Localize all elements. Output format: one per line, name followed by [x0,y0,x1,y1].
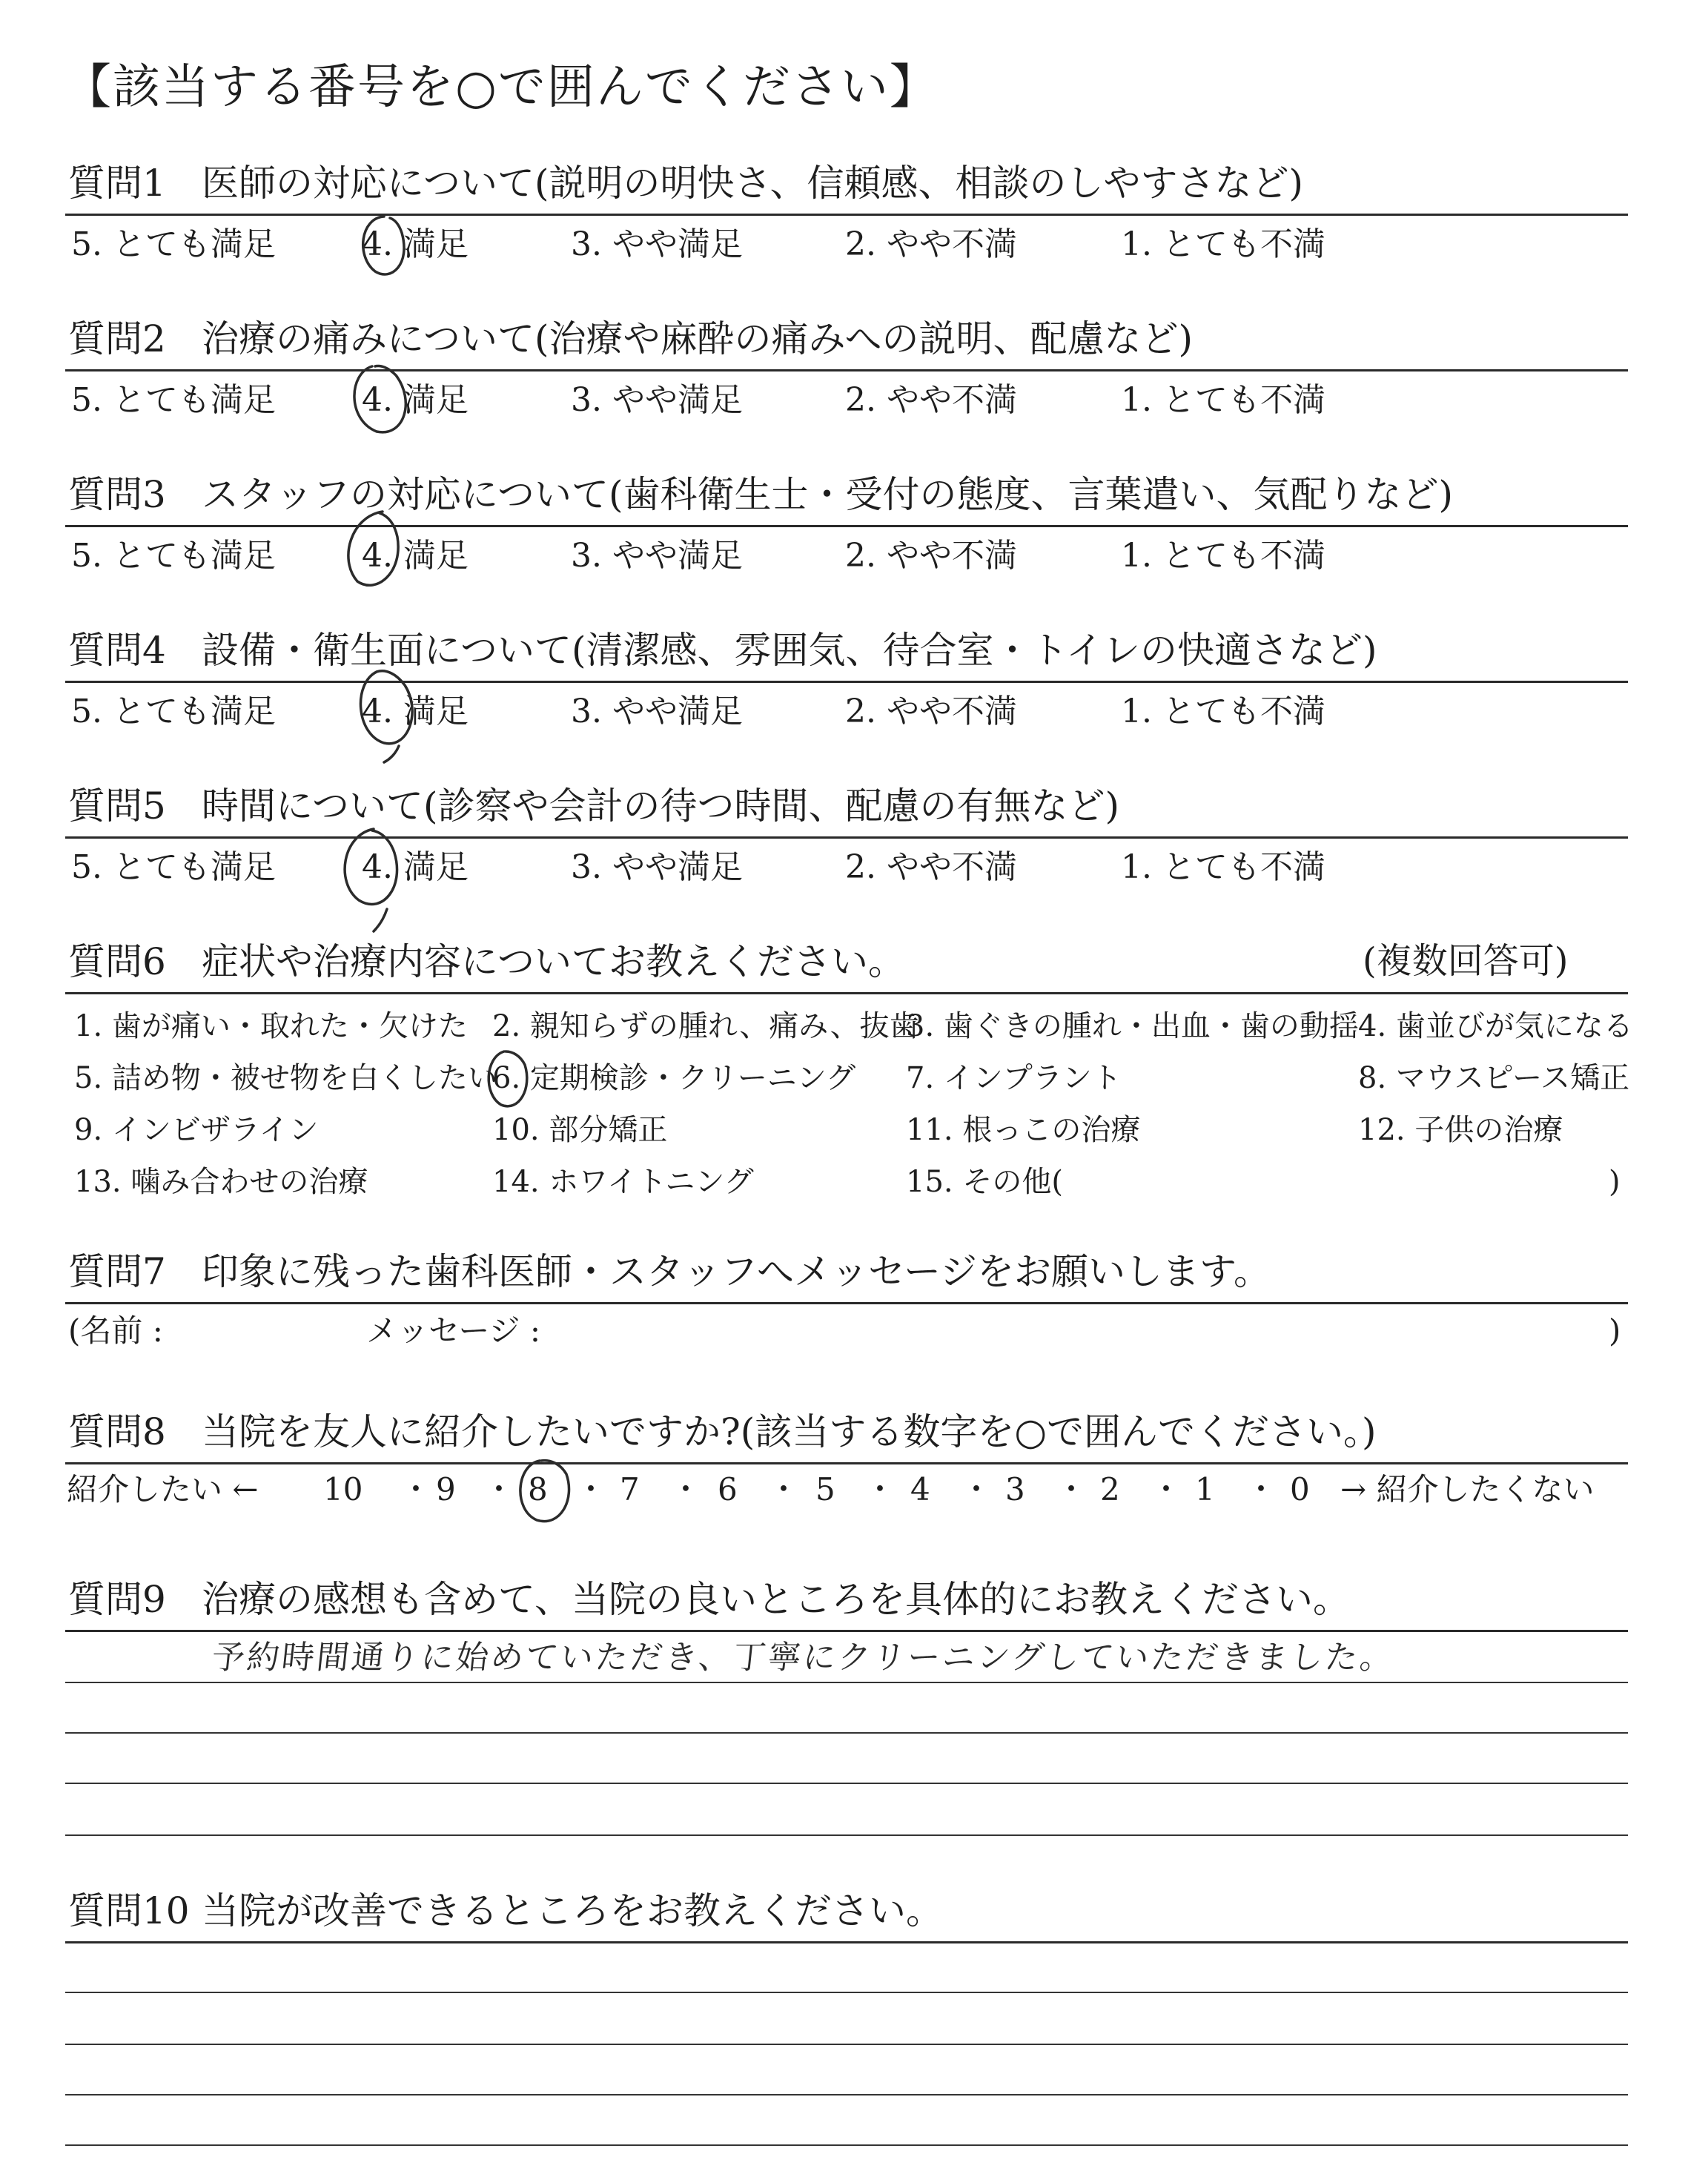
option-1[interactable]: 1. とても不満 [1121,537,1325,575]
handwritten-answer: 予約時間通りに始めていただき、丁寧にクリーニングしていただきました。 [210,1639,1397,1677]
treatment-option[interactable]: 1. 歯が痛い・取れた・欠けた [74,1009,468,1043]
treatment-option[interactable]: 8. マウスピース矯正 [1358,1061,1630,1095]
option-4[interactable]: 4. 満足 [362,225,469,263]
scale-value[interactable]: 5 [815,1471,835,1507]
question-6-heading [68,940,905,983]
message-close-paren: ) [1609,1312,1621,1349]
question-number: 質問6 [68,940,166,983]
question-text: 症状や治療内容についてお教えください。 [202,940,905,983]
question-10-heading [68,1889,943,1932]
question-text: 時間について(診察や会計の待つ時間、配慮の有無など) [202,785,1120,828]
message-label: メッセージ : [366,1312,540,1349]
answer-line [65,1992,1628,1993]
question-7-rule [65,1302,1628,1304]
answer-line [65,1783,1628,1784]
scale-value[interactable]: 8 [528,1471,548,1507]
scale-dot: ・ [400,1471,432,1507]
scale-value[interactable]: 1 [1195,1471,1215,1507]
question-number: 質問1 [68,162,166,205]
question-3-heading [68,473,1454,516]
treatment-option[interactable]: 5. 詰め物・被せ物を白くしたい [74,1061,497,1095]
answer-line [65,2094,1628,2095]
option-3[interactable]: 3. やや満足 [571,537,743,575]
question-1-rule [65,214,1628,216]
selection-circle [335,507,417,596]
question-2-heading [68,317,1194,360]
selection-circle [342,360,424,442]
question-9-rule [65,1630,1628,1632]
option-5[interactable]: 5. とても満足 [71,537,276,575]
scale-right-label: → 紹介したくない [1340,1471,1595,1507]
question-9-heading [68,1578,1350,1621]
scale-dot: ・ [1151,1471,1182,1507]
question-10-rule [65,1941,1628,1943]
treatment-option[interactable]: 6. 定期検診・クリーニング [492,1061,856,1095]
question-text: 設備・衛生面について(清潔感、雰囲気、待合室・トイレの快適さなど) [202,629,1377,672]
question-number: 質問9 [68,1578,166,1621]
question-text: 治療の痛みについて(治療や麻酔の痛みへの説明、配慮など) [202,317,1194,360]
scale-value[interactable]: 3 [1005,1471,1025,1507]
option-5[interactable]: 5. とても満足 [71,225,276,263]
multiple-answers-note: (複数回答可) [1363,940,1569,982]
option-5[interactable]: 5. とても満足 [71,381,276,419]
scale-left-label: 紹介したい ← [67,1471,259,1507]
option-1[interactable]: 1. とても不満 [1121,848,1325,886]
selection-circle [353,212,420,286]
question-4-rule [65,681,1628,683]
option-3[interactable]: 3. やや満足 [571,693,743,730]
selection-circle [479,1047,538,1114]
treatment-option[interactable]: 11. 根っこの治療 [906,1113,1141,1147]
option-2[interactable]: 2. やや不満 [845,225,1017,263]
answer-line [65,1732,1628,1734]
scale-dot: ・ [1245,1471,1277,1507]
scale-dot: ・ [483,1471,515,1507]
option-1[interactable]: 1. とても不満 [1121,225,1325,263]
question-text: 治療の感想も含めて、当院の良いところを具体的にお教えください。 [202,1578,1350,1621]
treatment-option[interactable]: 2. 親知らずの腫れ、痛み、抜歯 [492,1009,919,1043]
treatment-option-other[interactable]: 15. その他( [906,1165,1063,1199]
scale-dot: ・ [768,1471,800,1507]
scale-dot: ・ [670,1471,702,1507]
option-5[interactable]: 5. とても満足 [71,693,276,730]
scale-value[interactable]: 10 [323,1471,363,1507]
option-2[interactable]: 2. やや不満 [845,381,1017,419]
option-5[interactable]: 5. とても満足 [71,848,276,886]
page-title: 【該当する番号を○で囲んでください】 [64,60,939,115]
option-2[interactable]: 2. やや不満 [845,693,1017,730]
answer-line [65,2044,1628,2045]
question-text: 当院を友人に紹介したいですか?(該当する数字を○で囲んでください。) [202,1410,1377,1453]
question-number: 質問2 [68,317,166,360]
other-close-paren: ) [1609,1165,1621,1199]
scale-value[interactable]: 4 [910,1471,930,1507]
question-text: 当院が改善できるところをお教えください。 [202,1889,943,1932]
question-7-heading [68,1250,1271,1293]
option-2[interactable]: 2. やや不満 [845,537,1017,575]
question-number: 質問3 [68,473,166,516]
option-4[interactable]: 4. 満足 [362,848,469,886]
selection-circle [332,823,414,934]
option-1[interactable]: 1. とても不満 [1121,693,1325,730]
question-5-heading [68,785,1120,828]
question-8-heading [68,1410,1377,1453]
question-text: スタッフの対応について(歯科衛生士・受付の態度、言葉遣い、気配りなど) [202,473,1454,516]
treatment-option[interactable]: 12. 子供の治療 [1358,1113,1563,1147]
option-4[interactable]: 4. 満足 [362,693,469,730]
scale-dot: ・ [864,1471,896,1507]
scale-value[interactable]: 7 [620,1471,640,1507]
treatment-option[interactable]: 13. 噛み合わせの治療 [74,1165,368,1199]
option-1[interactable]: 1. とても不満 [1121,381,1325,419]
question-number: 質問7 [68,1250,166,1293]
question-3-rule [65,525,1628,527]
selection-circle [347,663,428,767]
scale-value[interactable]: 9 [436,1471,456,1507]
scale-value[interactable]: 6 [718,1471,738,1507]
question-number: 質問5 [68,785,166,828]
question-text: 医師の対応について(説明の明快さ、信頼感、相談のしやすさなど) [202,162,1304,205]
option-4[interactable]: 4. 満足 [362,537,469,575]
treatment-option[interactable]: 4. 歯並びが気になる [1358,1009,1633,1043]
question-8-rule [65,1462,1628,1464]
scale-value[interactable]: 2 [1100,1471,1120,1507]
question-1-heading [68,162,1304,205]
question-number: 質問4 [68,629,166,672]
answer-line [65,2144,1628,2146]
question-number: 質問10 [68,1889,190,1932]
question-6-rule [65,992,1628,994]
option-3[interactable]: 3. やや満足 [571,848,743,886]
question-number: 質問8 [68,1410,166,1453]
selection-circle [507,1455,581,1529]
question-2-rule [65,369,1628,371]
option-3[interactable]: 3. やや満足 [571,225,743,263]
scale-dot: ・ [961,1471,993,1507]
option-4[interactable]: 4. 満足 [362,381,469,419]
scale-dot: ・ [575,1471,607,1507]
scale-value[interactable]: 0 [1290,1471,1310,1507]
question-5-rule [65,836,1628,839]
question-text: 印象に残った歯科医師・スタッフへメッセージをお願いします。 [202,1250,1271,1293]
option-2[interactable]: 2. やや不満 [845,848,1017,886]
option-3[interactable]: 3. やや満足 [571,381,743,419]
name-label: (名前 : [68,1312,163,1349]
scale-dot: ・ [1056,1471,1088,1507]
answer-line [65,1834,1628,1836]
treatment-option[interactable]: 3. 歯ぐきの腫れ・出血・歯の動揺 [906,1009,1359,1043]
treatment-option[interactable]: 7. インプラント [906,1061,1122,1095]
treatment-option[interactable]: 14. ホワイトニング [492,1165,754,1199]
treatment-option[interactable]: 9. インビザライン [74,1113,319,1147]
question-4-heading [68,629,1377,672]
answer-line [65,1682,1628,1683]
treatment-option[interactable]: 10. 部分矯正 [492,1113,668,1147]
